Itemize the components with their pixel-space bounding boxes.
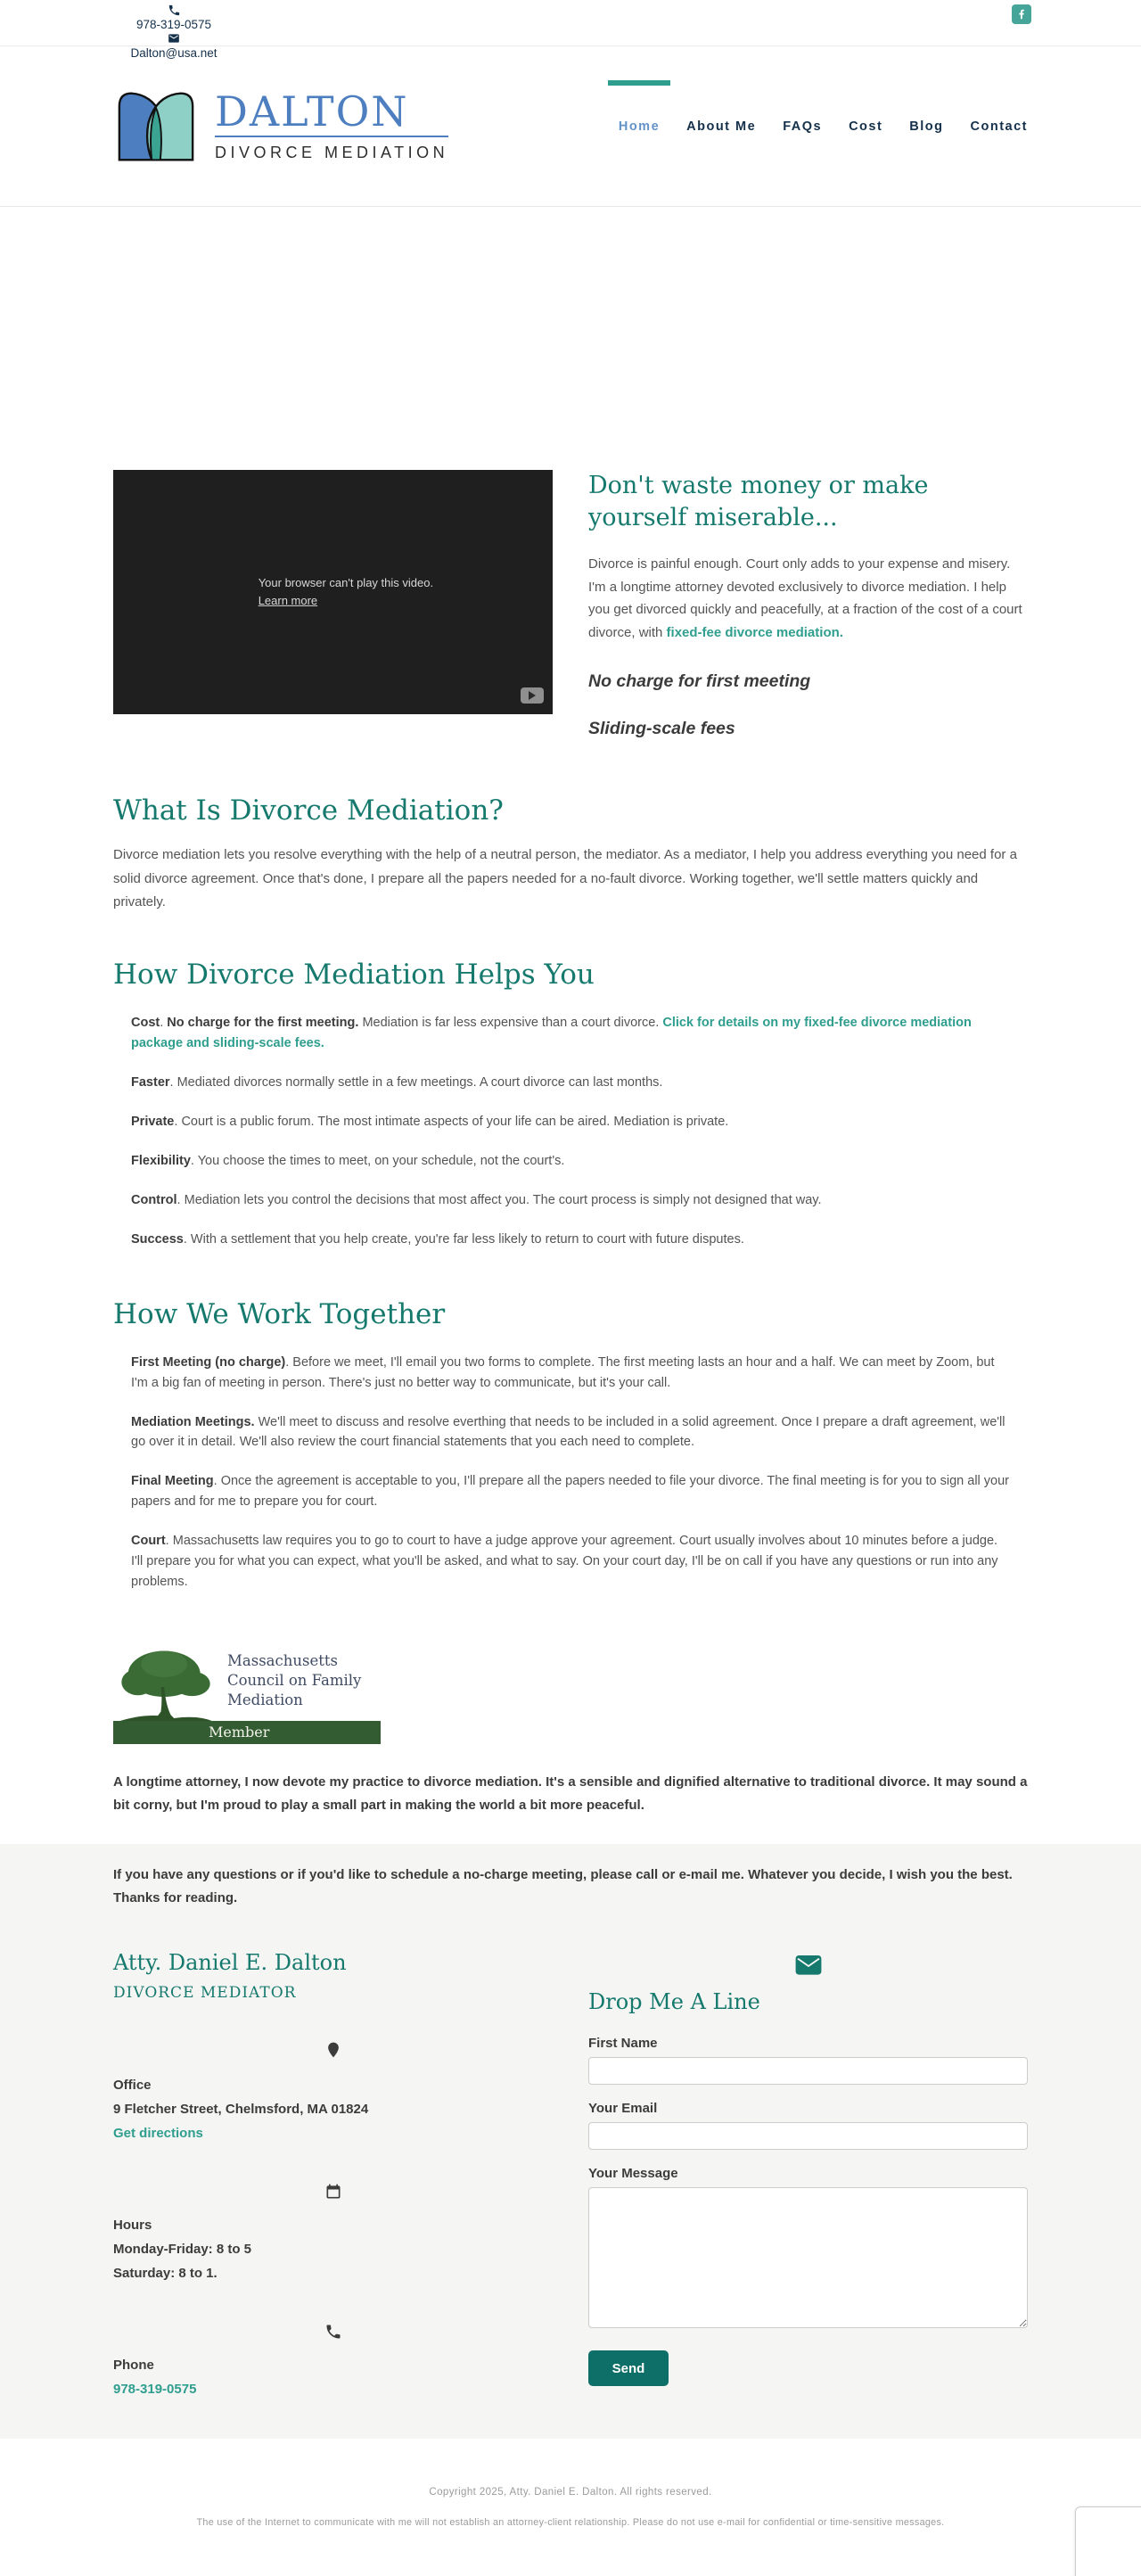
logo-mark-icon	[113, 87, 199, 166]
list-item: Control. Mediation lets you control the decisions that most affect you. The court process is simply not designed that way.	[131, 1192, 822, 1207]
badge-org-name: Massachusetts Council on Family Mediation	[227, 1651, 362, 1709]
item-label: Flexibility	[131, 1153, 191, 1168]
what-is-heading: What Is Divorce Mediation?	[113, 794, 504, 827]
footer-intro: If you have any questions or if you'd like to schedule a no-charge meeting, please call or e-mail me. Whatever you decide, I wish you the best. Thanks for reading.	[113, 1867, 1013, 1905]
item-text: We'll meet to discuss and resolve everthing that needs to be included in a solid agreement. Once I prepare a draft agreement, we'll go over it in detail. We'll also review the court financial statements that you each need to complete.	[131, 1414, 1006, 1450]
list-item: Final Meeting. Once the agreement is acceptable to you, I'll prepare all the papers needed to file your divorce. The final meeting is for you to sign all your papers and for me to prepare you for court.	[131, 1474, 1009, 1510]
video-error-message	[259, 574, 433, 610]
topbar-email[interactable]: Dalton@usa.net	[130, 46, 218, 60]
work-section	[113, 1298, 1028, 1593]
get-directions-link[interactable]: Get directions	[113, 2126, 203, 2142]
item-label: Mediation Meetings.	[131, 1414, 255, 1429]
logo-title: DALTON	[215, 86, 409, 136]
video-learn-more-link[interactable]: Learn more	[258, 594, 318, 607]
tree-icon	[113, 1646, 218, 1728]
hero-paragraph-text: Divorce is painful enough. Court only adds to your expense and misery. I'm a longtime attorney devoted exclusively to divorce mediation. I help you get divorced quickly and peacefully, at a fraction of the cost of a court divorce, with	[588, 556, 1022, 641]
tagline-sliding-scale: Sliding-scale fees	[588, 719, 735, 739]
helps-heading: How Divorce Mediation Helps You	[113, 959, 595, 991]
logo[interactable]	[113, 87, 448, 166]
nav-cost[interactable]: Cost	[849, 119, 883, 134]
hours-label: Hours	[113, 2218, 152, 2234]
disclaimer-text: The use of the Internet to communicate with me will not establish an attorney-client relationship. Please do not use e-mail for confidential or time-sensitive messages.	[196, 2517, 945, 2529]
item-label: Private	[131, 1114, 175, 1129]
email-label: Your Email	[588, 2101, 658, 2117]
video-player[interactable]	[113, 470, 553, 714]
mail-icon	[62, 32, 285, 45]
logo-divider	[215, 136, 448, 137]
list-item: Private. Court is a public forum. The most intimate aspects of your life can be aired. Mediation is private.	[131, 1114, 729, 1129]
item-bold-text: No charge for the first meeting.	[167, 1016, 359, 1031]
topbar	[0, 0, 1141, 60]
item-label: Success	[131, 1231, 184, 1247]
list-item	[131, 1412, 1009, 1453]
what-is-section	[113, 794, 1028, 914]
topbar-phone[interactable]: 978-319-0575	[135, 18, 212, 31]
what-is-body: Divorce mediation lets you resolve everything with the help of a neutral person, the mediator. As a mediator, I help you address everything you need for a solid divorce agreement. Once that's done, I prepare all the papers needed for a no-fault divorce. Working together, we'll settle matters quickly and privately.	[113, 847, 1017, 909]
hours-weekday: Monday-Friday: 8 to 5	[113, 2242, 252, 2258]
list-item: Faster. Mediated divorces normally settle in a few meetings. A court divorce can last months.	[131, 1075, 663, 1090]
item-label: First Meeting (no charge)	[131, 1354, 286, 1370]
tagline-no-charge: No charge for first meeting	[588, 671, 811, 692]
site-header	[0, 46, 1141, 207]
site-bottom	[0, 2439, 1141, 2531]
nav-home[interactable]: Home	[618, 119, 661, 134]
contact-footer	[0, 1844, 1141, 2439]
badge-member-bar: Member	[113, 1721, 381, 1744]
hero-heading: Don't waste money or make yourself miserable...	[588, 472, 929, 532]
work-list	[113, 1353, 1028, 1593]
hero-copy	[588, 470, 1028, 739]
logo-subtitle: DIVORCE MEDIATION	[215, 143, 449, 161]
item-text: Before we meet, I'll email you two forms to complete. The first meeting lasts an hour and a half. We can meet by Zoom, but I'm a big fan of meeting in person. There's just no better way to communicate, but it's your call.	[131, 1354, 995, 1390]
youtube-icon[interactable]	[521, 687, 544, 704]
list-item: Flexibility. You choose the times to meet, on your schedule, not the court's.	[131, 1153, 565, 1168]
list-item: First Meeting (no charge). Before we meet, I'll email you two forms to complete. The first meeting lasts an hour and a half. We can meet by Zoom, but I'm a big fan of meeting in person. There's just no better way to communicate, but it's your call.	[131, 1354, 995, 1390]
footer-form-column	[588, 1950, 1028, 2401]
fixed-fee-link[interactable]: fixed-fee divorce mediation.	[666, 625, 843, 641]
corner-widget[interactable]	[1075, 2506, 1141, 2576]
item-text: You choose the times to meet, on your schedule, not the court's.	[197, 1153, 565, 1168]
first-name-label: First Name	[588, 2036, 658, 2052]
mcfm-member-badge	[113, 1644, 381, 1744]
list-item: Court. Massachusetts law requires you to go to court to have a judge approve your agreement. Court usually involves about 10 minutes before a judge. I'll prepare you for what you can expect, what you'll be asked, and what to say. On your court day, I'll be on call if you have any questions or run into any problems.	[131, 1534, 998, 1589]
attorney-role: DIVORCE MEDIATOR	[113, 1984, 297, 2003]
logo-text	[215, 86, 449, 162]
calendar-icon	[324, 2183, 342, 2201]
footer-contact-column	[113, 1950, 553, 2401]
item-label: Final Meeting	[131, 1474, 214, 1489]
work-heading: How We Work Together	[113, 1297, 446, 1330]
hero-paragraph	[588, 553, 1028, 645]
item-text: With a settlement that you help create, you're far less likely to return to court with future disputes.	[190, 1231, 744, 1247]
attorney-name: Atty. Daniel E. Dalton	[113, 1950, 347, 1976]
email-input[interactable]	[588, 2122, 1028, 2150]
footer-phone-link[interactable]: 978-319-0575	[113, 2382, 197, 2398]
nav-blog[interactable]: Blog	[909, 119, 944, 134]
item-text: Mediation lets you control the decisions that most affect you. The court process is simply not designed that way.	[184, 1192, 822, 1207]
message-label: Your Message	[588, 2166, 678, 2182]
office-address: 9 Fletcher Street, Chelmsford, MA 01824	[113, 2102, 369, 2118]
facebook-icon[interactable]	[1012, 4, 1031, 24]
hours-saturday: Saturday: 8 to 1.	[113, 2266, 218, 2282]
fees-details-link[interactable]: Click for details on my fixed-fee divorce mediation package and sliding-scale fees.	[131, 1016, 972, 1051]
send-button[interactable]: Send	[588, 2350, 669, 2386]
office-label: Office	[113, 2078, 152, 2094]
nav-contact[interactable]: Contact	[970, 119, 1028, 134]
item-text: Once the agreement is acceptable to you, I'll prepare all the papers needed to file your divorce. The final meeting is for you to sign all your papers and for me to prepare you for court.	[131, 1474, 1009, 1510]
video-error-text: Your browser can't play this video.	[258, 575, 434, 589]
message-textarea[interactable]	[588, 2187, 1028, 2328]
item-text: Mediated divorces normally settle in a few meetings. A court divorce can last months.	[176, 1075, 663, 1090]
first-name-input[interactable]	[588, 2057, 1028, 2085]
envelope-icon	[795, 1955, 822, 1977]
item-label: Faster	[131, 1075, 170, 1090]
item-text: Court is a public forum. The most intimate aspects of your life can be aired. Mediation is private.	[181, 1114, 729, 1129]
item-label: Control	[131, 1192, 177, 1207]
item-text: Mediation is far less expensive than a court divorce.	[358, 1016, 663, 1031]
list-item: Cost. No charge for the first meeting. Mediation is far less expensive than a court divorce. Click for details on my fixed-fee divorce mediation package and sliding-scale fees.	[131, 1016, 972, 1051]
copyright-text: Copyright 2025, Atty. Daniel E. Dalton. All rights reserved.	[429, 2487, 712, 2498]
helps-section	[113, 959, 1028, 1250]
location-pin-icon	[324, 2039, 342, 2061]
membership-badge-wrap	[113, 1644, 1028, 1744]
list-item: Success. With a settlement that you help create, you're far less likely to return to court with future disputes.	[131, 1231, 744, 1247]
closing-statement: A longtime attorney, I now devote my practice to divorce mediation. It's a sensible and dignified alternative to traditional divorce. It may sound a bit corny, but I'm proud to play a small part in making the world a bit more peaceful.	[113, 1774, 1028, 1814]
item-text: Massachusetts law requires you to go to court to have a judge approve your agreement. Court usually involves about 10 minutes before a judge. I'll prepare you for what you can expect, what you'll be asked, and what to say. On your court day, I'll be on call if you have any questions or run into any problems.	[131, 1534, 998, 1589]
phone-icon	[62, 4, 285, 17]
item-label: Court	[131, 1534, 166, 1549]
phone-label: Phone	[113, 2358, 154, 2374]
main-nav	[619, 119, 1028, 134]
nav-faqs[interactable]: FAQs	[783, 119, 823, 134]
phone-icon	[324, 2323, 342, 2341]
nav-about-me[interactable]: About Me	[686, 119, 757, 134]
hero-section	[113, 470, 1028, 739]
item-label: Cost	[131, 1016, 160, 1031]
helps-list	[113, 1013, 1028, 1249]
form-heading: Drop Me A Line	[588, 1989, 760, 2015]
